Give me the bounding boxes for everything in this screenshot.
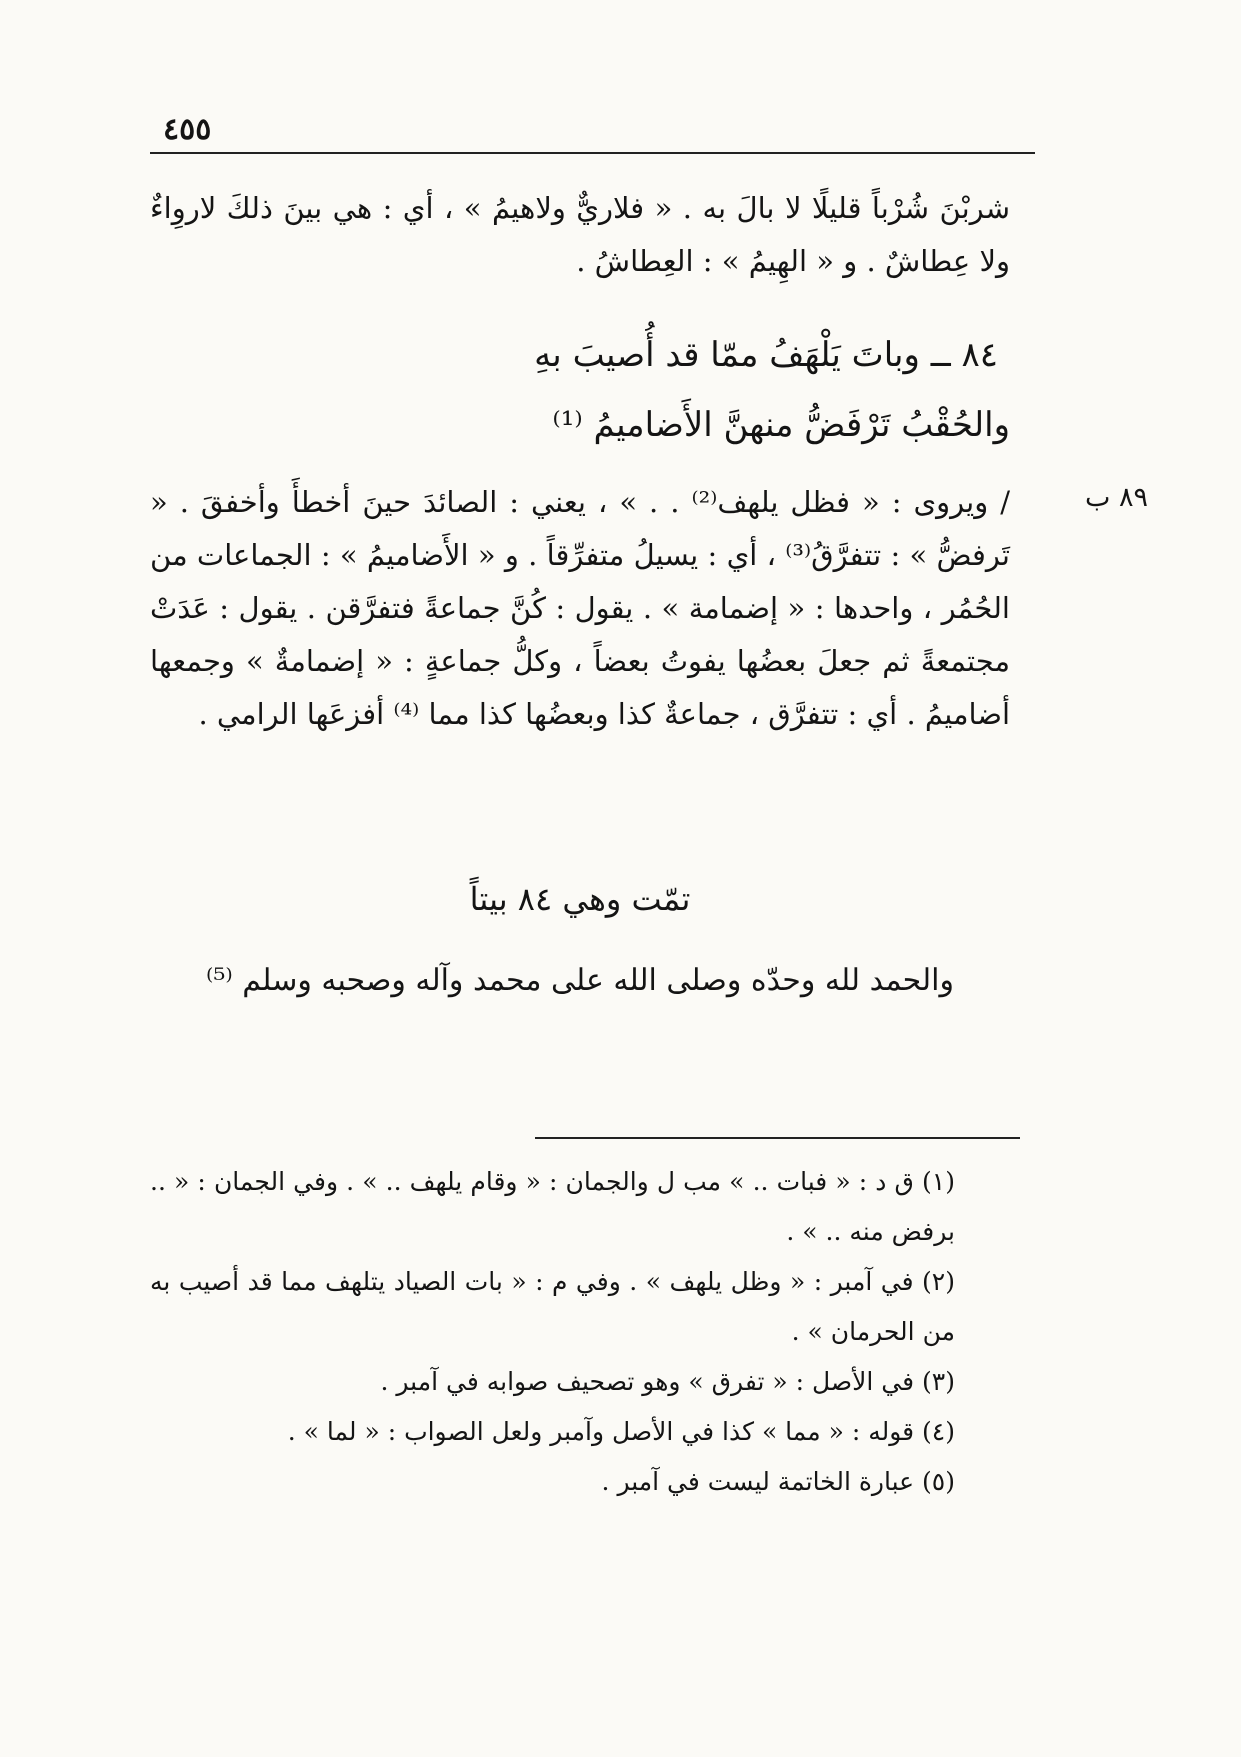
commentary-paragraph-2: / ويروى : « فظل يلهف⁽²⁾ . . » ، يعني : الصائدَ حينَ أخطأَ وأخفقَ . « تَرفضُّ » : تتفرَّقُ⁽³⁾ ، أي : يسيلُ متفرِّقاً . و « الأَضاميمُ » : الجماعات من الحُمُر ، واحدها : « إضمامة » . يقول : كُنَّ جماعةً فتفرَّقن . يقول : عَدَتْ مجتمعةً ثم جعلَ بعضُها يفوتُ بعضاً ، وكلُّ جماعةٍ : « إضمامةٌ » وجمعها أضاميمُ . أي : تتفرَّق ، جماعةٌ كذا وبعضُها كذا مما ⁽⁴⁾ أفزعَها الرامي . (150, 485, 1011, 731)
colophon-line-1: تمّت وهي ٨٤ بيتاً (469, 880, 691, 918)
commentary-paragraph-1: شربْنَ شُرْباً قليلًا لا بالَ به . « فلاريٌّ ولاهيمُ » ، أي : هي بينَ ذلكَ لاروِاءٌ ولا عِطاشٌ . و « الهِيمُ » : العِطاشُ . (150, 191, 1010, 278)
footnote-2: (٢) في آمبر : « وظل يلهف » . وفي م : « بات الصياد يتلهف مما قد أصيب به من الحرمان » . (150, 1267, 955, 1346)
footnote-rule (535, 1137, 1020, 1139)
page-number: ٤٥٥ (163, 112, 212, 147)
colophon-line-2: والحمد لله وحدّه وصلى الله على محمد وآله وصحبه وسلم ⁽⁵⁾ (206, 963, 954, 998)
verse-line-1: ٨٤ ــ وباتَ يَلْهَفُ ممّا قد أُصيبَ بهِ (534, 335, 998, 375)
verse-line-2: والحُقْبُ تَرْفَضُّ منهنَّ الأَضاميمُ ⁽¹⁾ (552, 405, 1010, 445)
footnote-5: (٥) عبارة الخاتمة ليست في آمبر . (601, 1467, 955, 1496)
footnote-4: (٤) قوله : « مما » كذا في الأصل وآمبر ولعل الصواب : « لما » . (287, 1417, 955, 1446)
footnote-1: (١) ق د : « فبات .. » مب ل والجمان : « وقام يلهف .. » . وفي الجمان : « .. برفض منه .. » . (150, 1167, 955, 1246)
manuscript-folio-note: ٨٩ ب (1085, 482, 1149, 513)
footnote-3: (٣) في الأصل : « تفرق » وهو تصحيف صوابه في آمبر . (380, 1367, 955, 1396)
header-rule (150, 152, 1035, 154)
footnotes (150, 1157, 1010, 1507)
